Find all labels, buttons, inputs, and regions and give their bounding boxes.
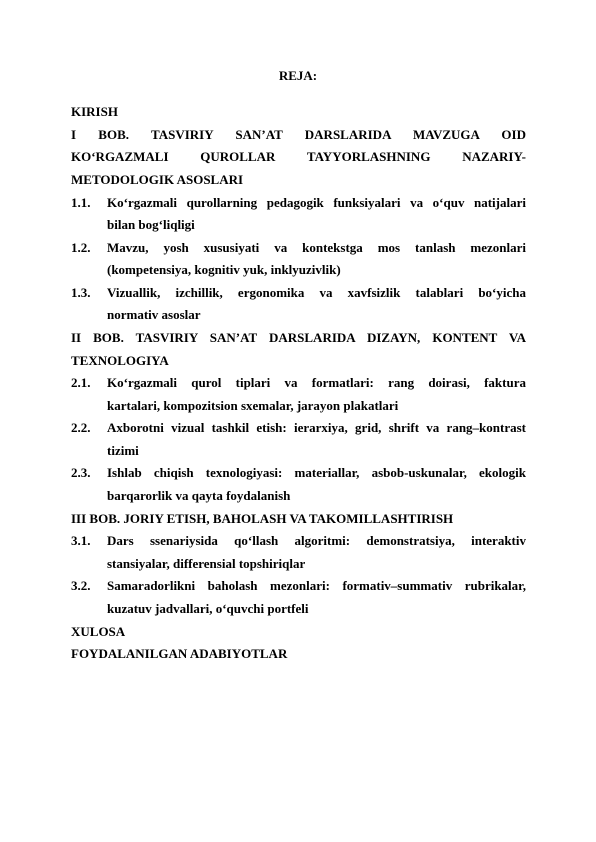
toc-item-2-3-line-1: Ishlab chiqish texnologiyasi: materiallar, asbob-uskunalar, ekologik <box>107 465 526 480</box>
toc-item-number: 3.1. <box>71 533 91 548</box>
toc-item-number: 3.2. <box>71 578 91 593</box>
toc-item-number: 1.2. <box>71 240 91 255</box>
toc-item-number: 1.1. <box>71 195 91 210</box>
toc-item-2-2-line-1: Axborotni vizual tashkil etish: ierarxiya, grid, shrift va rang–kontrast <box>107 420 526 435</box>
toc-item-2-3-line-2: barqarorlik va qayta foydalanish <box>107 488 291 503</box>
toc-chapter-2-line-2: TEXNOLOGIYA <box>71 353 169 368</box>
toc-item-3-1-line-1: Dars ssenariysida qo‘llash algoritmi: demonstratsiya, interaktiv <box>107 533 526 548</box>
toc-item-1-2-line-2: (kompetensiya, kognitiv yuk, inklyuzivlik) <box>107 262 341 277</box>
toc-item-3-2-line-2: kuzatuv jadvallari, o‘quvchi portfeli <box>107 601 309 616</box>
toc-item-1-1-line-2: bilan bog‘liqligi <box>107 217 195 232</box>
toc-item-2-1-line-1: Ko‘rgazmali qurol tiplari va formatlari: rang doirasi, faktura <box>107 375 526 390</box>
toc-item-number: 1.3. <box>71 285 91 300</box>
toc-conclusion: XULOSA <box>71 624 126 639</box>
page-title: REJA: <box>278 68 318 83</box>
toc-item-number: 2.2. <box>71 420 91 435</box>
toc-chapter-3: III BOB. JORIY ETISH, BAHOLASH VA TAKOMILLASHTIRISH <box>71 511 454 526</box>
toc-item-number: 2.1. <box>71 375 91 390</box>
toc-item-2-1-line-2: kartalari, kompozitsion sxemalar, jarayon plakatlari <box>107 398 399 413</box>
toc-item-1-2-line-1: Mavzu, yosh xususiyati va kontekstga mos tanlash mezonlari <box>107 240 526 255</box>
toc-item-1-3-line-1: Vizuallik, izchillik, ergonomika va xavfsizlik talablari bo‘yicha <box>107 285 526 300</box>
toc-item-3-2-line-1: Samaradorlikni baholash mezonlari: formativ–summativ rubrikalar, <box>107 578 526 593</box>
toc-item-number: 2.3. <box>71 465 91 480</box>
toc-chapter-1-line-2: KO‘RGAZMALI QUROLLAR TAYYORLASHNING NAZARIY- <box>71 149 526 164</box>
toc-introduction: KIRISH <box>71 104 118 119</box>
toc-item-1-1-line-1: Ko‘rgazmali qurollarning pedagogik funksiyalari va o‘quv natijalari <box>107 195 526 210</box>
toc-chapter-1-line-1: I BOB. TASVIRIY SAN’AT DARSLARIDA MAVZUGA OID <box>71 127 526 142</box>
toc-item-1-3-line-2: normativ asoslar <box>107 307 201 322</box>
toc-references: FOYDALANILGAN ADABIYOTLAR <box>71 646 288 661</box>
toc-chapter-1-line-3: METODOLOGIK ASOSLARI <box>71 172 244 187</box>
toc-chapter-2-line-1: II BOB. TASVIRIY SAN’AT DARSLARIDA DIZAYN, KONTENT VA <box>71 330 526 345</box>
toc-item-2-2-line-2: tizimi <box>107 443 139 458</box>
toc-item-3-1-line-2: stansiyalar, differensial topshiriqlar <box>107 556 306 571</box>
